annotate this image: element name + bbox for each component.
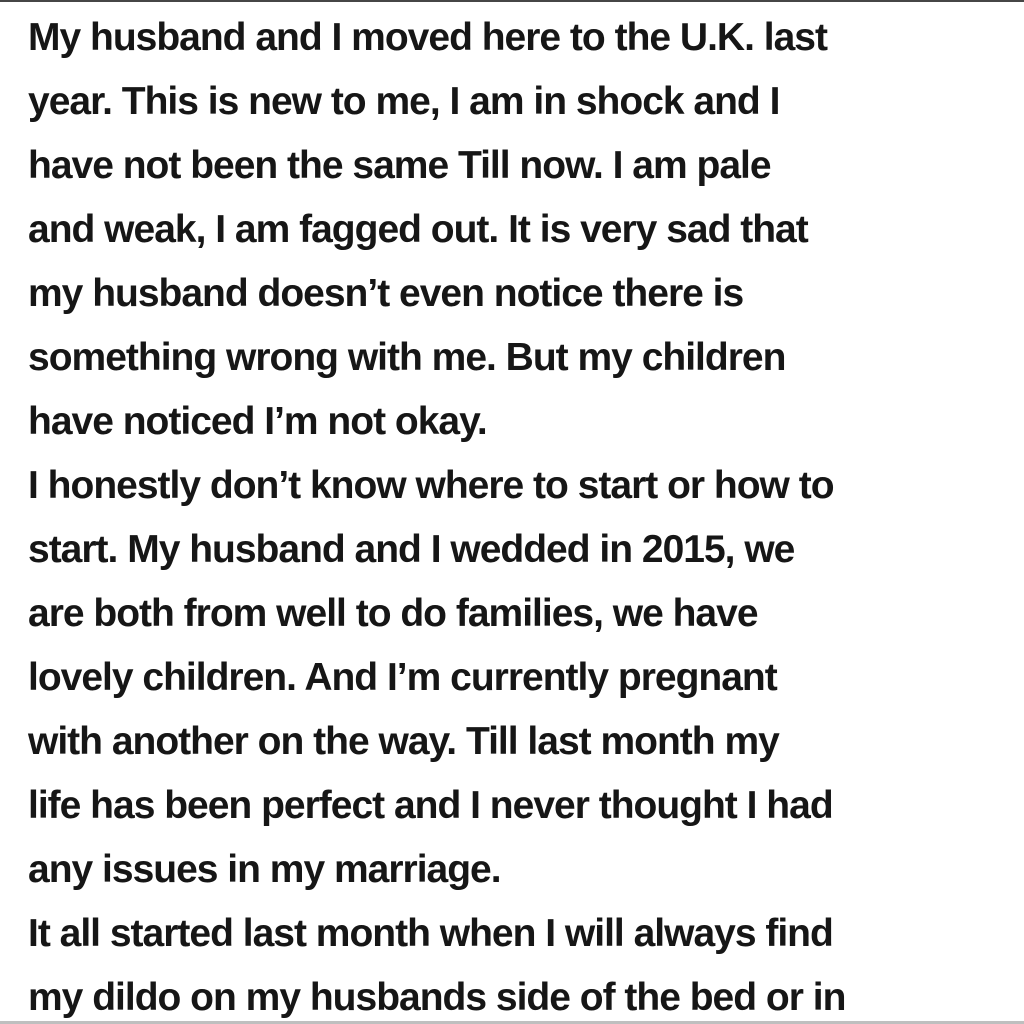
- post-line: It all started last month when I will always find: [28, 912, 833, 955]
- post-line: something wrong with me. But my children: [28, 336, 786, 379]
- top-edge-line: [0, 0, 1024, 2]
- post-line: have not been the same Till now. I am pale: [28, 144, 771, 187]
- post-line: and weak, I am fagged out. It is very sad that: [28, 208, 808, 251]
- post-text-block: [28, 6, 1014, 1024]
- post-line: start. My husband and I wedded in 2015, we: [28, 528, 795, 571]
- post-line: my dildo on my husbands side of the bed or in: [28, 976, 846, 1019]
- post-line: I honestly don’t know where to start or how to: [28, 464, 834, 507]
- post-line: my husband doesn’t even notice there is: [28, 272, 744, 315]
- post-line: with another on the way. Till last month my: [28, 720, 779, 763]
- post-line: are both from well to do families, we have: [28, 592, 758, 635]
- post-line: have noticed I’m not okay.: [28, 400, 487, 443]
- post-line: any issues in my marriage.: [28, 848, 501, 891]
- post-line: My husband and I moved here to the U.K. last: [28, 16, 827, 59]
- post-line: year. This is new to me, I am in shock and I: [28, 80, 780, 123]
- post-line: life has been perfect and I never thought I had: [28, 784, 833, 827]
- post-line: lovely children. And I’m currently pregnant: [28, 656, 777, 699]
